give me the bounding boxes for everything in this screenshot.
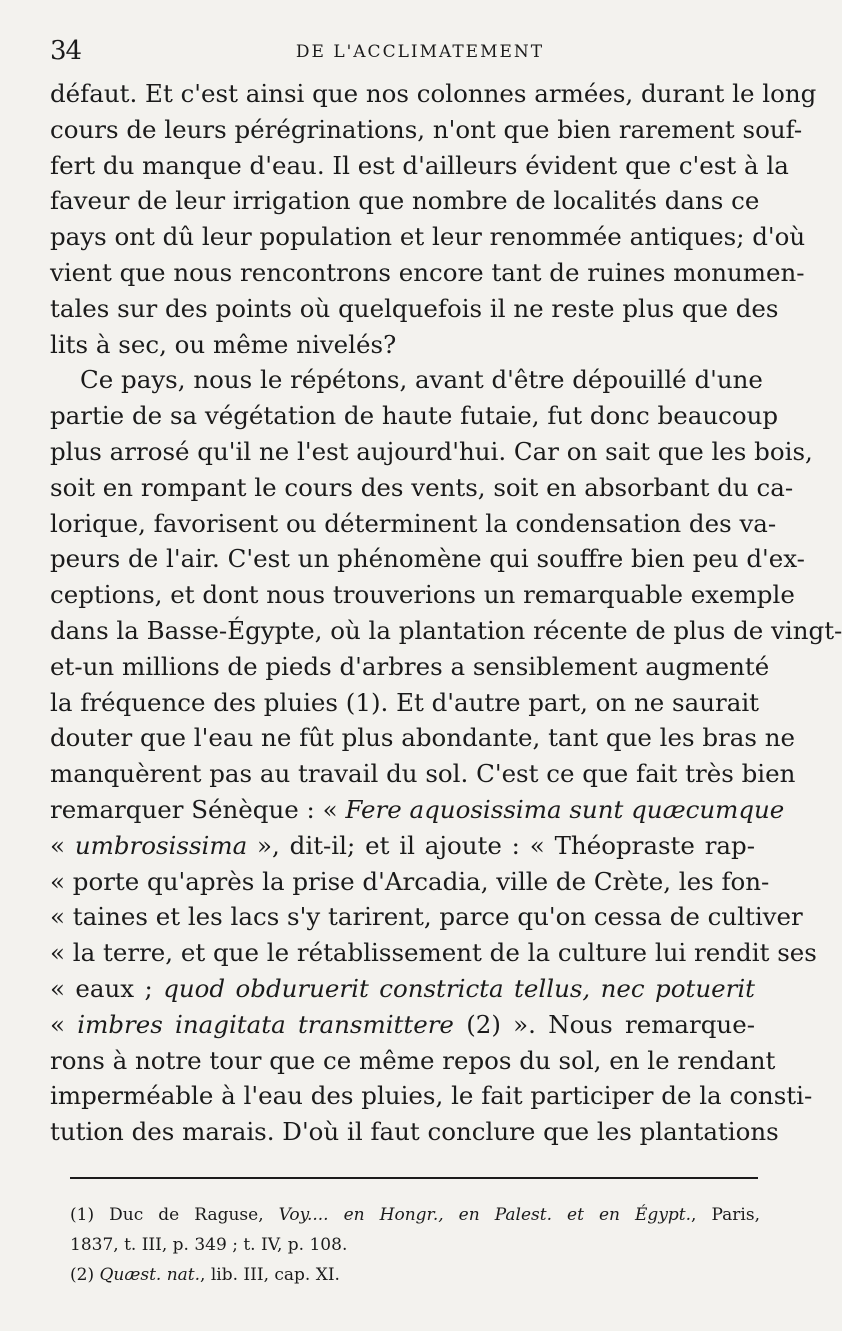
running-head: DE L'ACCLIMATEMENT [295, 42, 545, 62]
text-line: cours de leurs pérégrinations, n'ont que bien rarement souf- [50, 114, 803, 144]
text-segment: remarquer Sénèque : « [50, 794, 346, 824]
text-segment: », dit-il; et il ajoute : « Théopraste rap- [247, 830, 755, 860]
text-segment: « [50, 1009, 78, 1039]
text-segment: « eaux ; [50, 973, 164, 1003]
text-line: faveur de leur irrigation que nombre de localités dans ce [50, 186, 760, 216]
page-number: 34 [50, 36, 82, 66]
text-line: dans la Basse-Égypte, où la plantation récente de plus de vingt- [50, 615, 842, 645]
text-line: ceptions, et dont nous trouverions un remarquable exemple [50, 580, 795, 610]
text-line: partie de sa végétation de haute futaie, fut donc beaucoup [50, 401, 779, 431]
text-line [50, 828, 755, 864]
text-line: douter que l'eau ne fût plus abondante, tant que les bras ne [50, 723, 796, 753]
text-line: lorique, favorisent ou déterminent la condensation des va- [50, 508, 777, 538]
text-line: défaut. Et c'est ainsi que nos colonnes armées, durant le long [50, 79, 817, 108]
latin-quote: quod obduruerit constricta tellus, nec potuerit [163, 973, 756, 1003]
text-line: Ce pays, nous le répétons, avant d'être dépouillé d'une [80, 365, 763, 395]
footnote-text: (1) Duc de Raguse, [70, 1205, 279, 1225]
text-line: et-un millions de pieds d'arbres a sensiblement augmenté [50, 651, 770, 681]
text-line: fert du manque d'eau. Il est d'ailleurs évident que c'est à la [50, 150, 789, 180]
text-line [50, 792, 785, 828]
page-header [50, 36, 750, 66]
text-line: tales sur des points où quelquefois il ne reste plus que des [50, 293, 779, 323]
footnote-text: , Paris, [691, 1205, 760, 1225]
footnote-text: , lib. III, cap. XI. [200, 1265, 340, 1285]
text-line [50, 971, 755, 1007]
text-line: rons à notre tour que ce même repos du sol, en le rendant [50, 1045, 776, 1075]
latin-quote: umbrosissima [74, 830, 248, 860]
latin-quote: imbres inagitata transmittere [77, 1009, 454, 1039]
footnote-rule [70, 1177, 758, 1179]
latin-quote: Fere aquosissima sunt quæcumque [345, 794, 785, 824]
text-line: soit en rompant le cours des vents, soit en absorbant du ca- [50, 472, 794, 502]
text-line: peurs de l'air. C'est un phénomène qui souffre bien peu d'ex- [50, 544, 805, 574]
text-line: manquèrent pas au travail du sol. C'est ce que fait très bien [50, 759, 796, 789]
text-segment: (2) ». Nous remarque- [453, 1009, 755, 1039]
footnote-title: Quæst. nat. [99, 1265, 201, 1285]
footnote-text: (2) [70, 1265, 100, 1285]
body-text [50, 76, 842, 1150]
text-line: plus arrosé qu'il ne l'est aujourd'hui. Car on sait que les bois, [50, 436, 813, 466]
footnote-1-continued: 1837, t. III, p. 349 ; t. IV, p. 108. [70, 1235, 348, 1255]
text-line: la fréquence des pluies (1). Et d'autre part, on ne saurait [50, 687, 760, 717]
text-line: pays ont dû leur population et leur renommée antiques; d'où [50, 222, 806, 252]
footnote-1 [70, 1200, 760, 1230]
text-segment: « [50, 830, 75, 860]
footnotes [70, 1200, 760, 1290]
footnote-2 [70, 1260, 760, 1290]
text-line: vient que nous rencontrons encore tant de ruines monumen- [50, 257, 805, 287]
footnote-title: Voy.... en Hongr., en Palest. et en Égypt. [278, 1205, 692, 1225]
text-line: « taines et les lacs s'y tarirent, parce qu'on cessa de cultiver [50, 902, 803, 932]
text-line: lits à sec, ou même nivelés? [50, 329, 397, 359]
text-line: « porte qu'après la prise d'Arcadia, ville de Crète, les fon- [50, 866, 770, 896]
text-line [50, 1007, 755, 1043]
text-line: « la terre, et que le rétablissement de la culture lui rendit ses [50, 938, 817, 968]
text-line: imperméable à l'eau des pluies, le fait participer de la consti- [50, 1081, 813, 1111]
text-line: tution des marais. D'où il faut conclure que les plantations [50, 1117, 779, 1147]
